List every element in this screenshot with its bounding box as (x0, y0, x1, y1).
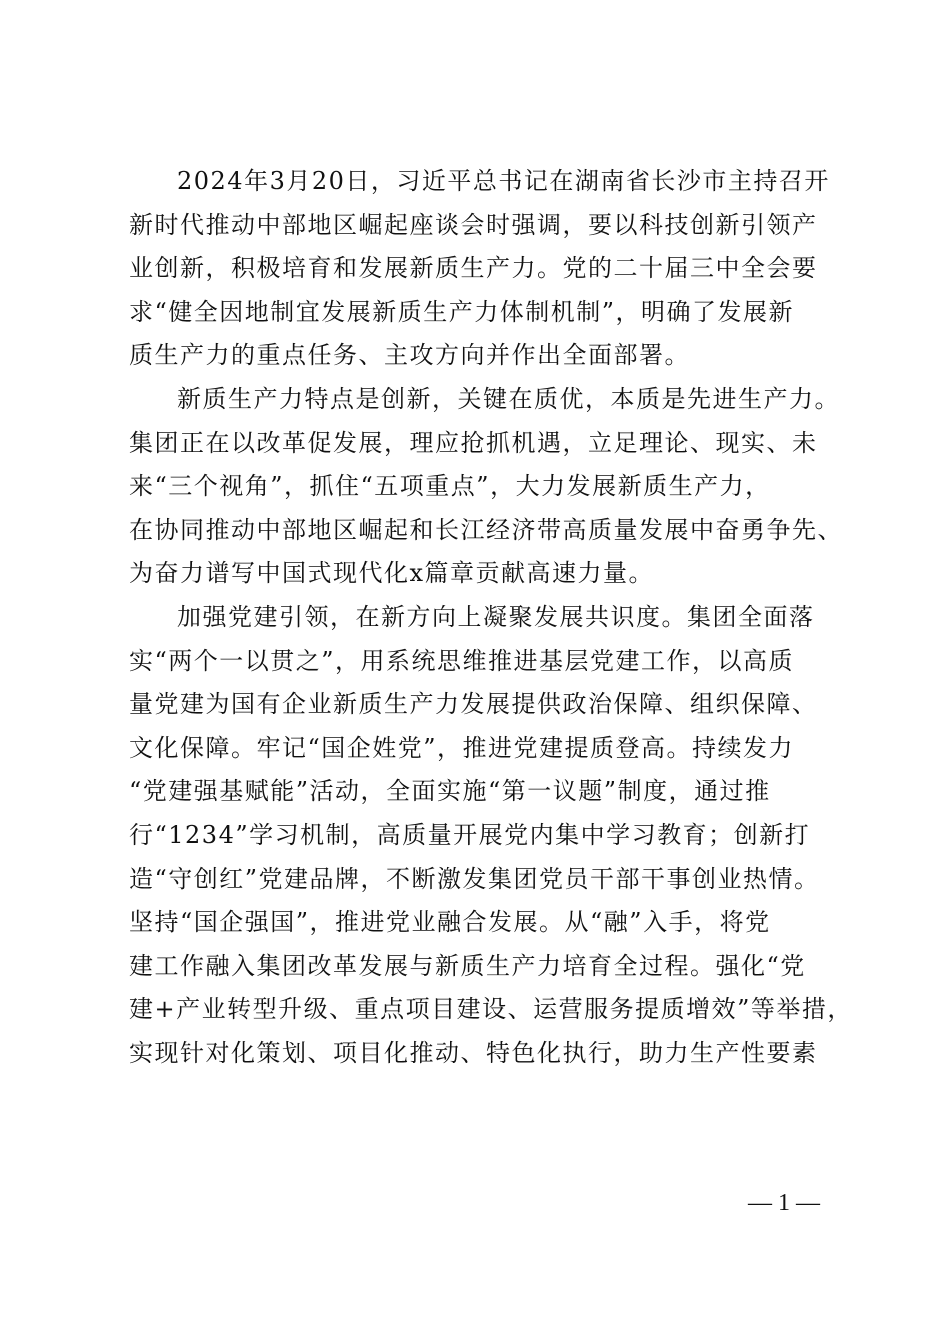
text-line: 集团正在以改革促发展，理应抢抓机遇，立足理论、现实、未 (129, 428, 818, 457)
text-line: 为奋力谱写中国式现代化x篇章贡献高速力量。 (129, 559, 655, 588)
text-line: 行“1234”学习机制，高质量开展党内集中学习教育；创新打 (129, 820, 811, 849)
paragraph-3 (129, 596, 853, 1076)
text-line: 2024年3月20日，习近平总书记在湖南省长沙市主持召开 (177, 167, 830, 195)
text-line: 量党建为国有企业新质生产力发展提供政治保障、组织保障、 (129, 690, 818, 719)
text-line: 求“健全因地制宜发展新质生产力体制机制”，明确了发展新 (129, 297, 795, 326)
document-body (129, 160, 853, 1075)
text-line: 新时代推动中部地区崛起座谈会时强调，要以科技创新引领产 (129, 210, 818, 239)
text-line: 来“三个视角”，抓住“五项重点”，大力发展新质生产力， (129, 472, 771, 501)
text-line: 文化保障。牢记“国企姓党”，推进党建提质登高。持续发力 (129, 733, 795, 762)
paragraph-1 (129, 160, 841, 378)
text-line: 在协同推动中部地区崛起和长江经济带高质量发展中奋勇争先、 (129, 515, 843, 544)
text-line: 业创新，积极培育和发展新质生产力。党的二十届三中全会要 (129, 254, 818, 283)
text-line: “党建强基赋能”活动，全面实施“第一议题”制度，通过推 (129, 777, 771, 806)
text-line: 造“守创红”党建品牌，不断激发集团党员干部干事创业热情。 (129, 864, 820, 893)
text-line: 实“两个一以贯之”，用系统思维推进基层党建工作，以高质 (129, 646, 795, 675)
text-line: 实现针对化策划、项目化推动、特色化执行，助力生产性要素 (129, 1038, 818, 1067)
text-line: 加强党建引领，在新方向上凝聚发展共识度。集团全面落 (177, 602, 815, 631)
text-line: 新质生产力特点是创新，关键在质优，本质是先进生产力。 (177, 384, 840, 413)
text-line: 坚持“国企强国”，推进党业融合发展。从“融”入手，将党 (129, 908, 771, 937)
text-line: 建+产业转型升级、重点项目建设、运营服务提质增效”等举措， (129, 995, 853, 1024)
paragraph-2 (129, 378, 841, 596)
text-line: 质生产力的重点任务、主攻方向并作出全面部署。 (129, 341, 690, 370)
page-number: — 1 — (748, 1190, 820, 1216)
text-line: 建工作融入集团改革发展与新质生产力培育全过程。强化“党 (129, 951, 806, 980)
